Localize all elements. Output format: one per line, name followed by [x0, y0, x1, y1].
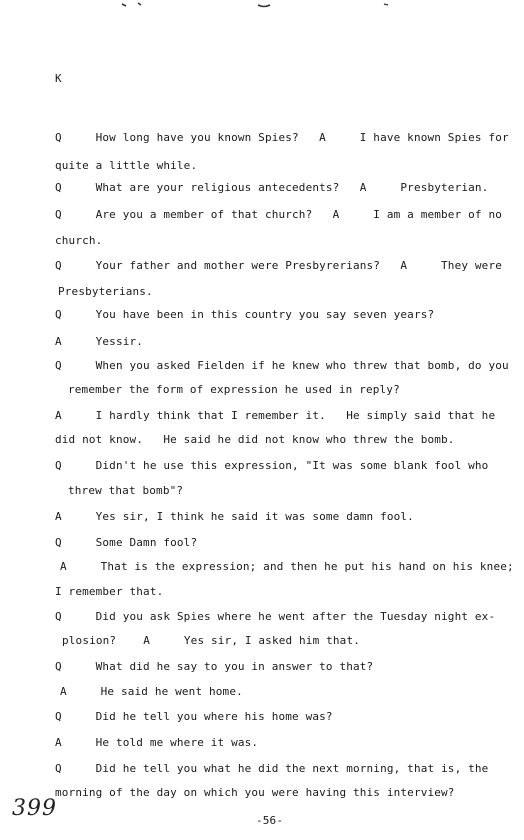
transcript-line: quite a little while.	[55, 159, 198, 172]
transcript-line: Q Some Damn fool?	[55, 536, 198, 549]
transcript-line: A He told me where it was.	[55, 736, 259, 749]
transcript-line: A I hardly think that I remember it. He simply said that he	[55, 409, 496, 422]
transcript-line: did not know. He said he did not know who threw the bomb.	[55, 433, 455, 446]
transcript-line: Q What are your religious antecedents? A Presbyterian.	[55, 181, 489, 194]
transcript-line: A Yes sir, I think he said it was some damn fool.	[55, 510, 414, 523]
top-edge-marks	[0, 0, 524, 14]
transcript-line: Q Did he tell you what he did the next morning, that is, the	[55, 762, 489, 775]
transcript-line: plosion? A Yes sir, I asked him that.	[62, 634, 360, 647]
transcript-line: Q Your father and mother were Presbyrerians? A They were	[55, 259, 502, 272]
transcript-line: A That is the expression; and then he put his hand on his knee;	[60, 560, 514, 573]
transcript-line: Presbyterians.	[58, 285, 153, 298]
section-letter: K	[55, 72, 62, 85]
transcript-line: morning of the day on which you were having this interview?	[55, 786, 455, 799]
page-number: -56-	[256, 814, 284, 827]
transcript-line: threw that bomb"?	[68, 484, 184, 497]
transcript-line: Q You have been in this country you say seven years?	[55, 308, 435, 321]
transcript-line: I remember that.	[55, 585, 164, 598]
transcript-line: church.	[55, 234, 103, 247]
transcript-line: Q What did he say to you in answer to that?	[55, 660, 374, 673]
transcript-line: Q Didn't he use this expression, "It was some blank fool who	[55, 459, 489, 472]
transcript-line: Q Did you ask Spies where he went after the Tuesday night ex-	[55, 610, 496, 623]
transcript-line: Q How long have you known Spies? A I have known Spies for	[55, 131, 509, 144]
transcript-line: A He said he went home.	[60, 685, 243, 698]
transcript-line: Q Are you a member of that church? A I am a member of no	[55, 208, 502, 221]
handwritten-folio-number: 399	[12, 796, 57, 821]
transcript-line: remember the form of expression he used in reply?	[68, 383, 400, 396]
transcript-line: Q When you asked Fielden if he knew who threw that bomb, do you	[55, 359, 509, 372]
transcript-line: Q Did he tell you where his home was?	[55, 710, 333, 723]
transcript-line: A Yessir.	[55, 335, 144, 348]
